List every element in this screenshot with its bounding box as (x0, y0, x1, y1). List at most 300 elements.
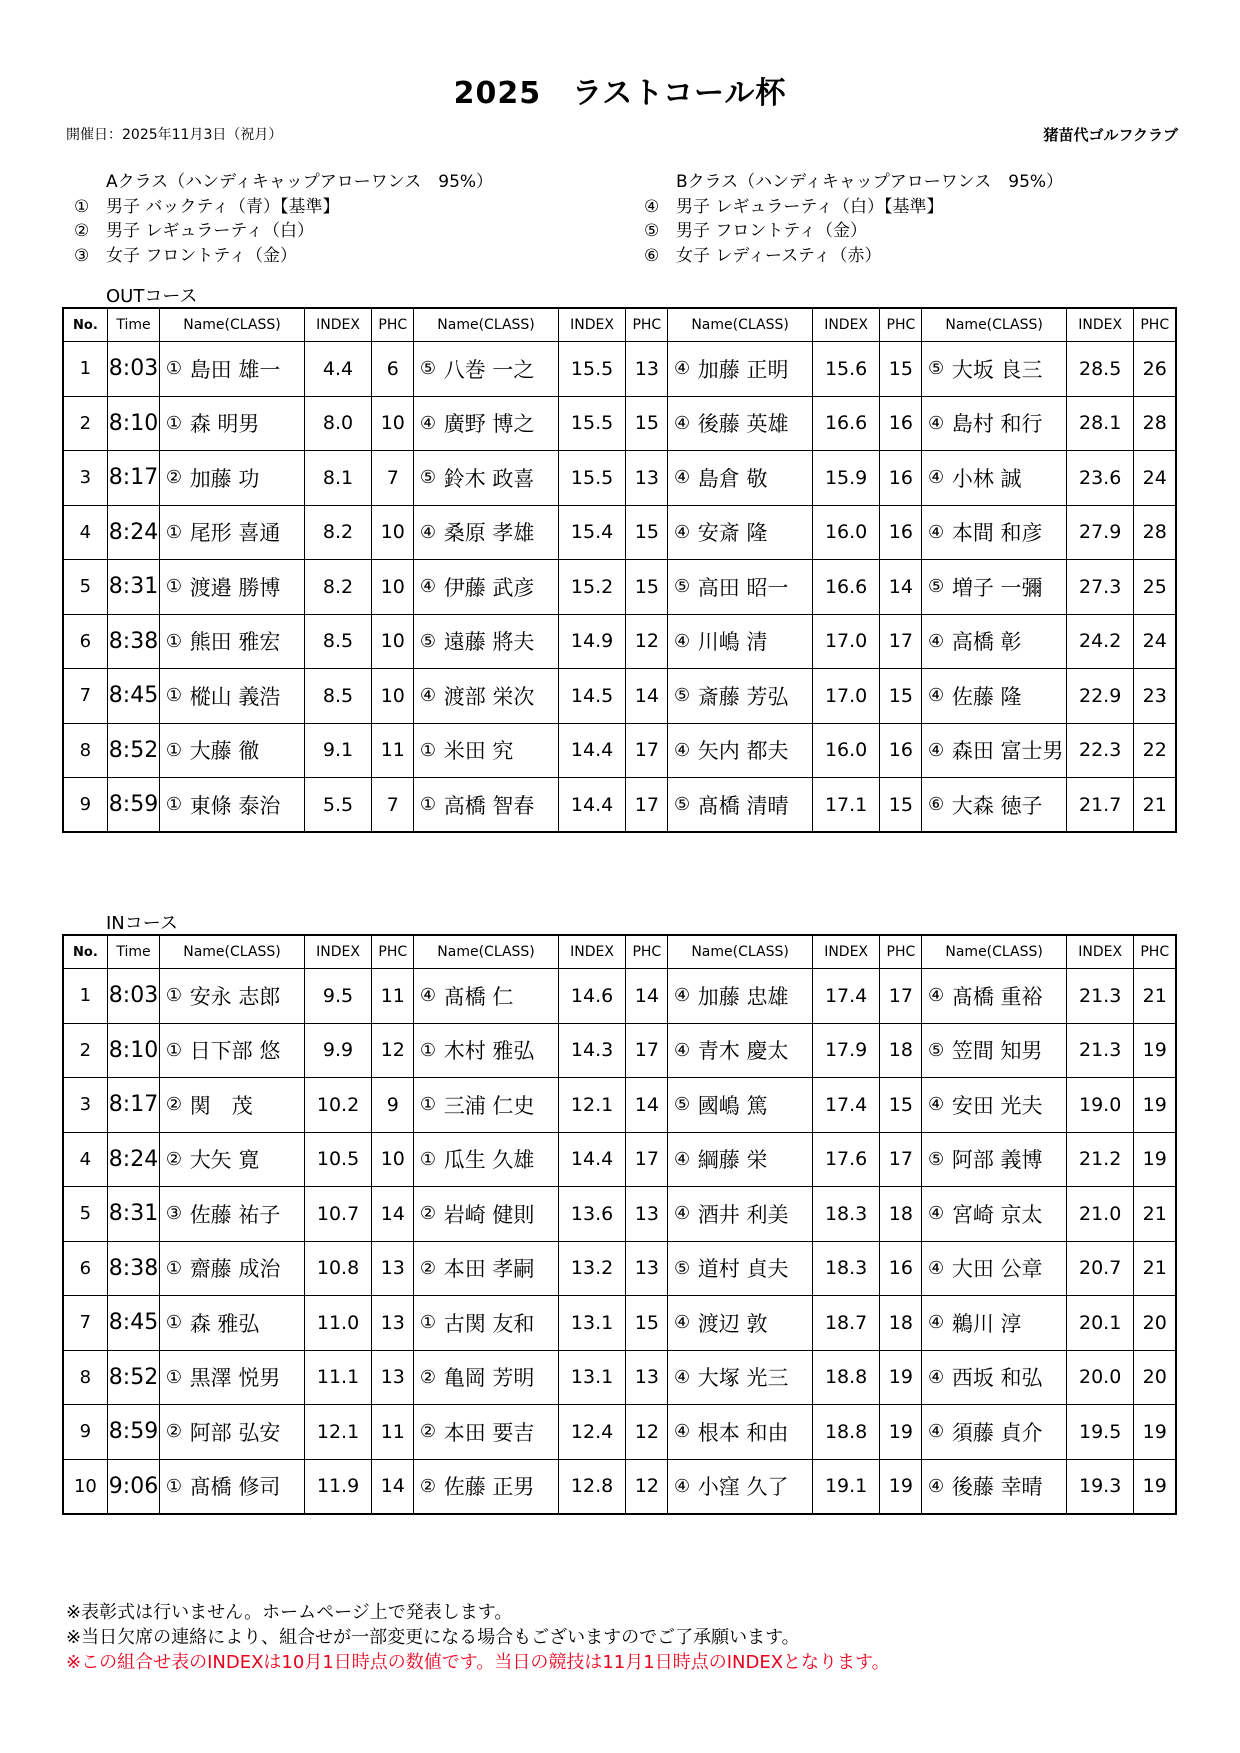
player-index: 12.1 (558, 1078, 626, 1133)
player-phc: 24 (1134, 451, 1176, 506)
table-row (63, 1241, 1176, 1296)
player-name: 綱藤 栄 (696, 1132, 813, 1187)
player-class: ① (160, 342, 188, 397)
player-class: ④ (922, 1350, 950, 1405)
player-index: 9.9 (304, 1023, 372, 1078)
player-index: 13.6 (558, 1187, 626, 1242)
out-course-table (62, 307, 1177, 833)
player-class: ④ (414, 560, 442, 615)
player-name: 小林 誠 (950, 451, 1067, 506)
player-class: ② (160, 1132, 188, 1187)
player-name: 安斎 隆 (696, 505, 813, 560)
player-class: ④ (668, 1296, 696, 1351)
class-a-item: ② 男子 レギュラーティ（白） (74, 221, 315, 241)
player-name: 鵜川 淳 (950, 1296, 1067, 1351)
player-name: 安田 光夫 (950, 1078, 1067, 1133)
player-class: ⑤ (922, 342, 950, 397)
player-index: 17.9 (812, 1023, 880, 1078)
player-phc: 15 (626, 560, 668, 615)
player-phc: 18 (880, 1296, 922, 1351)
player-phc: 12 (626, 614, 668, 669)
player-name: 渡辺 敦 (696, 1296, 813, 1351)
player-index: 18.7 (812, 1296, 880, 1351)
player-index: 15.5 (558, 396, 626, 451)
player-phc: 15 (880, 1078, 922, 1133)
in-course-table (62, 934, 1177, 1515)
player-class: ① (414, 1078, 442, 1133)
tee-time: 8:52 (107, 723, 159, 778)
player-name: 後藤 英雄 (696, 396, 813, 451)
player-phc: 15 (626, 396, 668, 451)
group-number: 6 (63, 1241, 107, 1296)
player-name: 矢内 都夫 (696, 723, 813, 778)
player-class: ⑤ (414, 342, 442, 397)
player-class: ② (160, 1405, 188, 1460)
player-name: 島倉 敬 (696, 451, 813, 506)
player-phc: 19 (1134, 1459, 1176, 1514)
table-row (63, 451, 1176, 506)
player-index: 28.5 (1066, 342, 1134, 397)
player-phc: 10 (372, 505, 414, 560)
player-index: 27.3 (1066, 560, 1134, 615)
player-name: 日下部 悠 (188, 1023, 305, 1078)
player-class: ④ (922, 1296, 950, 1351)
player-index: 28.1 (1066, 396, 1134, 451)
player-phc: 11 (372, 723, 414, 778)
player-phc: 17 (880, 969, 922, 1024)
group-number: 5 (63, 560, 107, 615)
player-class: ④ (668, 1405, 696, 1460)
player-index: 20.1 (1066, 1296, 1134, 1351)
player-index: 14.4 (558, 723, 626, 778)
header-phc: PHC (626, 308, 668, 342)
player-phc: 17 (626, 723, 668, 778)
player-phc: 15 (880, 669, 922, 724)
player-name: 森田 富士男 (950, 723, 1067, 778)
header-no: No. (63, 935, 107, 969)
group-number: 4 (63, 1132, 107, 1187)
player-name: 佐藤 正男 (442, 1459, 559, 1514)
player-index: 17.0 (812, 614, 880, 669)
player-phc: 18 (880, 1023, 922, 1078)
player-name: 小窪 久了 (696, 1459, 813, 1514)
player-name: 髙橋 重裕 (950, 969, 1067, 1024)
player-class: ⑤ (668, 1078, 696, 1133)
header-name: Name(CLASS) (922, 308, 1067, 342)
header-phc: PHC (880, 308, 922, 342)
table-row (63, 396, 1176, 451)
player-phc: 10 (372, 669, 414, 724)
player-index: 9.5 (304, 969, 372, 1024)
player-index: 18.8 (812, 1350, 880, 1405)
player-class: ① (160, 560, 188, 615)
player-index: 8.5 (304, 614, 372, 669)
player-class: ④ (922, 669, 950, 724)
group-number: 3 (63, 451, 107, 506)
player-phc: 17 (626, 1132, 668, 1187)
player-name: 加藤 正明 (696, 342, 813, 397)
player-class: ④ (922, 451, 950, 506)
header-name: Name(CLASS) (668, 308, 813, 342)
player-class: ① (414, 1132, 442, 1187)
player-index: 13.1 (558, 1350, 626, 1405)
tee-time: 8:45 (107, 669, 159, 724)
player-index: 14.5 (558, 669, 626, 724)
player-index: 15.2 (558, 560, 626, 615)
player-class: ① (160, 505, 188, 560)
player-class: ④ (668, 1459, 696, 1514)
player-phc: 12 (372, 1023, 414, 1078)
group-number: 1 (63, 342, 107, 397)
player-phc: 25 (1134, 560, 1176, 615)
player-phc: 14 (880, 560, 922, 615)
table-header-row (63, 935, 1176, 969)
player-name: 酒井 利美 (696, 1187, 813, 1242)
player-phc: 11 (372, 1405, 414, 1460)
table-row (63, 560, 1176, 615)
player-class: ② (414, 1405, 442, 1460)
header-index: INDEX (304, 308, 372, 342)
player-class: ④ (922, 1405, 950, 1460)
group-number: 6 (63, 614, 107, 669)
note-line: ※表彰式は行いません。ホームページ上で発表します。 (66, 1602, 513, 1623)
player-class: ① (160, 614, 188, 669)
player-name: 安永 志郎 (188, 969, 305, 1024)
class-b-item: ④ 男子 レギュラーティ（白）【基準】 (644, 196, 944, 217)
player-phc: 14 (626, 669, 668, 724)
table-row (63, 969, 1176, 1024)
player-class: ⑤ (922, 560, 950, 615)
player-index: 13.2 (558, 1241, 626, 1296)
player-name: 瓜生 久雄 (442, 1132, 559, 1187)
player-phc: 13 (626, 1241, 668, 1296)
player-phc: 13 (372, 1350, 414, 1405)
table-header-row (63, 308, 1176, 342)
player-index: 17.6 (812, 1132, 880, 1187)
header-time: Time (107, 935, 159, 969)
player-index: 14.4 (558, 778, 626, 833)
player-index: 15.9 (812, 451, 880, 506)
class-a-item: ③ 女子 フロントティ（金） (74, 245, 298, 266)
group-number: 2 (63, 396, 107, 451)
player-phc: 13 (626, 1187, 668, 1242)
table-row (63, 1187, 1176, 1242)
in-course-label: INコース (106, 913, 178, 934)
tee-time: 8:38 (107, 614, 159, 669)
player-name: 黒澤 悦男 (188, 1350, 305, 1405)
player-name: 岩崎 健則 (442, 1187, 559, 1242)
player-class: ① (160, 1023, 188, 1078)
player-phc: 17 (626, 1023, 668, 1078)
player-name: 根本 和由 (696, 1405, 813, 1460)
player-class: ④ (668, 342, 696, 397)
player-name: 三浦 仁史 (442, 1078, 559, 1133)
tee-time: 8:17 (107, 451, 159, 506)
player-index: 18.8 (812, 1405, 880, 1460)
player-class: ④ (922, 614, 950, 669)
player-index: 10.2 (304, 1078, 372, 1133)
player-name: 東條 泰治 (188, 778, 305, 833)
player-name: 関 茂 (188, 1078, 305, 1133)
player-phc: 7 (372, 451, 414, 506)
player-index: 10.5 (304, 1132, 372, 1187)
player-index: 17.1 (812, 778, 880, 833)
player-phc: 22 (1134, 723, 1176, 778)
header-index: INDEX (1066, 308, 1134, 342)
player-class: ④ (414, 669, 442, 724)
page-title: 2025 ラストコール杯 (453, 76, 787, 111)
player-name: 渡邉 勝博 (188, 560, 305, 615)
player-name: 高田 昭一 (696, 560, 813, 615)
player-phc: 19 (1134, 1132, 1176, 1187)
player-name: 加藤 忠雄 (696, 969, 813, 1024)
player-class: ④ (668, 451, 696, 506)
player-name: 國嶋 篤 (696, 1078, 813, 1133)
player-class: ① (160, 1459, 188, 1514)
player-index: 11.1 (304, 1350, 372, 1405)
player-index: 12.1 (304, 1405, 372, 1460)
player-index: 8.2 (304, 560, 372, 615)
tee-time: 8:31 (107, 1187, 159, 1242)
table-row (63, 669, 1176, 724)
player-phc: 14 (626, 1078, 668, 1133)
player-index: 11.9 (304, 1459, 372, 1514)
player-phc: 17 (880, 614, 922, 669)
tee-time: 8:31 (107, 560, 159, 615)
player-class: ⑤ (414, 614, 442, 669)
class-b-legend (644, 170, 1063, 268)
player-name: 桑原 孝雄 (442, 505, 559, 560)
player-name: 青木 慶太 (696, 1023, 813, 1078)
class-b-item: ⑥ 女子 レディースティ（赤） (644, 245, 882, 266)
player-phc: 12 (626, 1405, 668, 1460)
player-phc: 21 (1134, 969, 1176, 1024)
player-class: ④ (668, 396, 696, 451)
player-index: 18.3 (812, 1241, 880, 1296)
player-class: ① (160, 723, 188, 778)
group-number: 8 (63, 723, 107, 778)
player-name: 古関 友和 (442, 1296, 559, 1351)
player-index: 19.1 (812, 1459, 880, 1514)
tee-time: 8:24 (107, 505, 159, 560)
tee-time: 8:52 (107, 1350, 159, 1405)
player-index: 22.3 (1066, 723, 1134, 778)
player-name: 加藤 功 (188, 451, 305, 506)
tee-time: 8:17 (107, 1078, 159, 1133)
player-index: 17.0 (812, 669, 880, 724)
player-class: ④ (414, 969, 442, 1024)
out-course-label: OUTコース (106, 286, 198, 307)
player-class: ② (160, 451, 188, 506)
group-number: 3 (63, 1078, 107, 1133)
player-index: 10.7 (304, 1187, 372, 1242)
tee-time: 8:24 (107, 1132, 159, 1187)
player-name: 斎藤 芳弘 (696, 669, 813, 724)
player-name: 増子 一彌 (950, 560, 1067, 615)
player-name: 大坂 良三 (950, 342, 1067, 397)
player-name: 本田 孝嗣 (442, 1241, 559, 1296)
header-time: Time (107, 308, 159, 342)
player-class: ⑤ (922, 1023, 950, 1078)
player-class: ④ (668, 969, 696, 1024)
note-red: ※この組合せ表のINDEXは10月1日時点の数値です。当日の競技は11月1日時点のINDEXとなります。 (66, 1652, 890, 1673)
player-index: 19.3 (1066, 1459, 1134, 1514)
player-name: 本田 要吉 (442, 1405, 559, 1460)
player-index: 20.0 (1066, 1350, 1134, 1405)
tee-time: 8:03 (107, 342, 159, 397)
header-phc: PHC (372, 308, 414, 342)
player-index: 24.2 (1066, 614, 1134, 669)
player-phc: 18 (880, 1187, 922, 1242)
player-name: 須藤 貞介 (950, 1405, 1067, 1460)
player-index: 17.4 (812, 969, 880, 1024)
player-name: 島村 和行 (950, 396, 1067, 451)
table-row (63, 614, 1176, 669)
player-name: 西坂 和弘 (950, 1350, 1067, 1405)
player-name: 笠間 知男 (950, 1023, 1067, 1078)
player-name: 大矢 寛 (188, 1132, 305, 1187)
player-phc: 15 (626, 505, 668, 560)
player-index: 12.8 (558, 1459, 626, 1514)
player-class: ② (414, 1350, 442, 1405)
event-date: 開催日：2025年11月3日（祝月） (66, 127, 283, 143)
group-number: 10 (63, 1459, 107, 1514)
player-class: ② (414, 1241, 442, 1296)
player-index: 8.2 (304, 505, 372, 560)
player-phc: 11 (372, 969, 414, 1024)
player-index: 8.5 (304, 669, 372, 724)
player-phc: 19 (880, 1405, 922, 1460)
player-phc: 14 (372, 1459, 414, 1514)
player-phc: 10 (372, 396, 414, 451)
player-index: 16.6 (812, 396, 880, 451)
class-a-legend (74, 170, 493, 268)
player-index: 10.8 (304, 1241, 372, 1296)
player-phc: 13 (626, 451, 668, 506)
player-name: 渡部 栄次 (442, 669, 559, 724)
player-name: 髙橋 仁 (442, 969, 559, 1024)
player-class: ③ (160, 1187, 188, 1242)
player-index: 15.5 (558, 342, 626, 397)
header-phc: PHC (1134, 308, 1176, 342)
player-class: ⑤ (922, 1132, 950, 1187)
header-phc: PHC (626, 935, 668, 969)
player-index: 5.5 (304, 778, 372, 833)
player-class: ① (414, 778, 442, 833)
header-no: No. (63, 308, 107, 342)
player-class: ② (160, 1078, 188, 1133)
player-class: ⑥ (922, 778, 950, 833)
player-class: ② (414, 1187, 442, 1242)
header-name: Name(CLASS) (160, 935, 305, 969)
group-number: 8 (63, 1350, 107, 1405)
player-class: ④ (922, 1187, 950, 1242)
player-class: ④ (922, 969, 950, 1024)
player-name: 髙橋 清晴 (696, 778, 813, 833)
player-name: 大森 徳子 (950, 778, 1067, 833)
player-phc: 15 (880, 342, 922, 397)
player-index: 18.3 (812, 1187, 880, 1242)
player-phc: 15 (880, 778, 922, 833)
class-a-item: ① 男子 バックティ（青）【基準】 (74, 196, 340, 217)
tee-time: 8:45 (107, 1296, 159, 1351)
header-name: Name(CLASS) (414, 935, 559, 969)
player-phc: 17 (626, 778, 668, 833)
header-name: Name(CLASS) (668, 935, 813, 969)
club-name: 猪苗代ゴルフクラブ (1043, 126, 1178, 144)
header-name: Name(CLASS) (922, 935, 1067, 969)
group-number: 9 (63, 778, 107, 833)
player-index: 15.4 (558, 505, 626, 560)
player-name: 川嶋 清 (696, 614, 813, 669)
player-class: ① (414, 1023, 442, 1078)
player-index: 14.4 (558, 1132, 626, 1187)
player-class: ④ (668, 1350, 696, 1405)
player-phc: 24 (1134, 614, 1176, 669)
player-phc: 19 (880, 1350, 922, 1405)
group-number: 7 (63, 1296, 107, 1351)
player-phc: 14 (626, 969, 668, 1024)
player-class: ④ (414, 505, 442, 560)
player-class: ① (160, 1350, 188, 1405)
player-name: 大塚 光三 (696, 1350, 813, 1405)
player-phc: 20 (1134, 1296, 1176, 1351)
player-phc: 19 (1134, 1405, 1176, 1460)
player-name: 道村 貞夫 (696, 1241, 813, 1296)
player-phc: 12 (626, 1459, 668, 1514)
player-index: 22.9 (1066, 669, 1134, 724)
header-phc: PHC (372, 935, 414, 969)
player-index: 15.5 (558, 451, 626, 506)
player-phc: 9 (372, 1078, 414, 1133)
player-phc: 14 (372, 1187, 414, 1242)
player-index: 13.1 (558, 1296, 626, 1351)
table-row (63, 1405, 1176, 1460)
player-class: ④ (922, 1241, 950, 1296)
player-class: ⑤ (414, 451, 442, 506)
player-class: ④ (668, 1023, 696, 1078)
player-phc: 15 (626, 1296, 668, 1351)
player-phc: 28 (1134, 505, 1176, 560)
player-name: 大藤 徹 (188, 723, 305, 778)
player-name: 熊田 雅宏 (188, 614, 305, 669)
note-line: ※当日欠席の連絡により、組合せが一部変更になる場合もございますのでご了承願います。 (66, 1627, 800, 1648)
group-number: 1 (63, 969, 107, 1024)
class-b-item: ⑤ 男子 フロントティ（金） (644, 221, 868, 241)
player-class: ① (160, 1241, 188, 1296)
player-phc: 20 (1134, 1350, 1176, 1405)
player-phc: 28 (1134, 396, 1176, 451)
table-row (63, 1459, 1176, 1514)
table-row (63, 1078, 1176, 1133)
player-class: ④ (922, 505, 950, 560)
header-name: Name(CLASS) (160, 308, 305, 342)
player-phc: 21 (1134, 1187, 1176, 1242)
header-index: INDEX (558, 935, 626, 969)
player-index: 21.3 (1066, 1023, 1134, 1078)
player-class: ④ (922, 723, 950, 778)
player-class: ① (160, 969, 188, 1024)
player-class: ④ (922, 1459, 950, 1514)
header-index: INDEX (812, 308, 880, 342)
group-number: 9 (63, 1405, 107, 1460)
player-name: 鈴木 政喜 (442, 451, 559, 506)
player-class: ④ (668, 723, 696, 778)
player-name: 後藤 幸晴 (950, 1459, 1067, 1514)
tee-time: 8:59 (107, 778, 159, 833)
player-name: 本間 和彦 (950, 505, 1067, 560)
table-row (63, 1023, 1176, 1078)
